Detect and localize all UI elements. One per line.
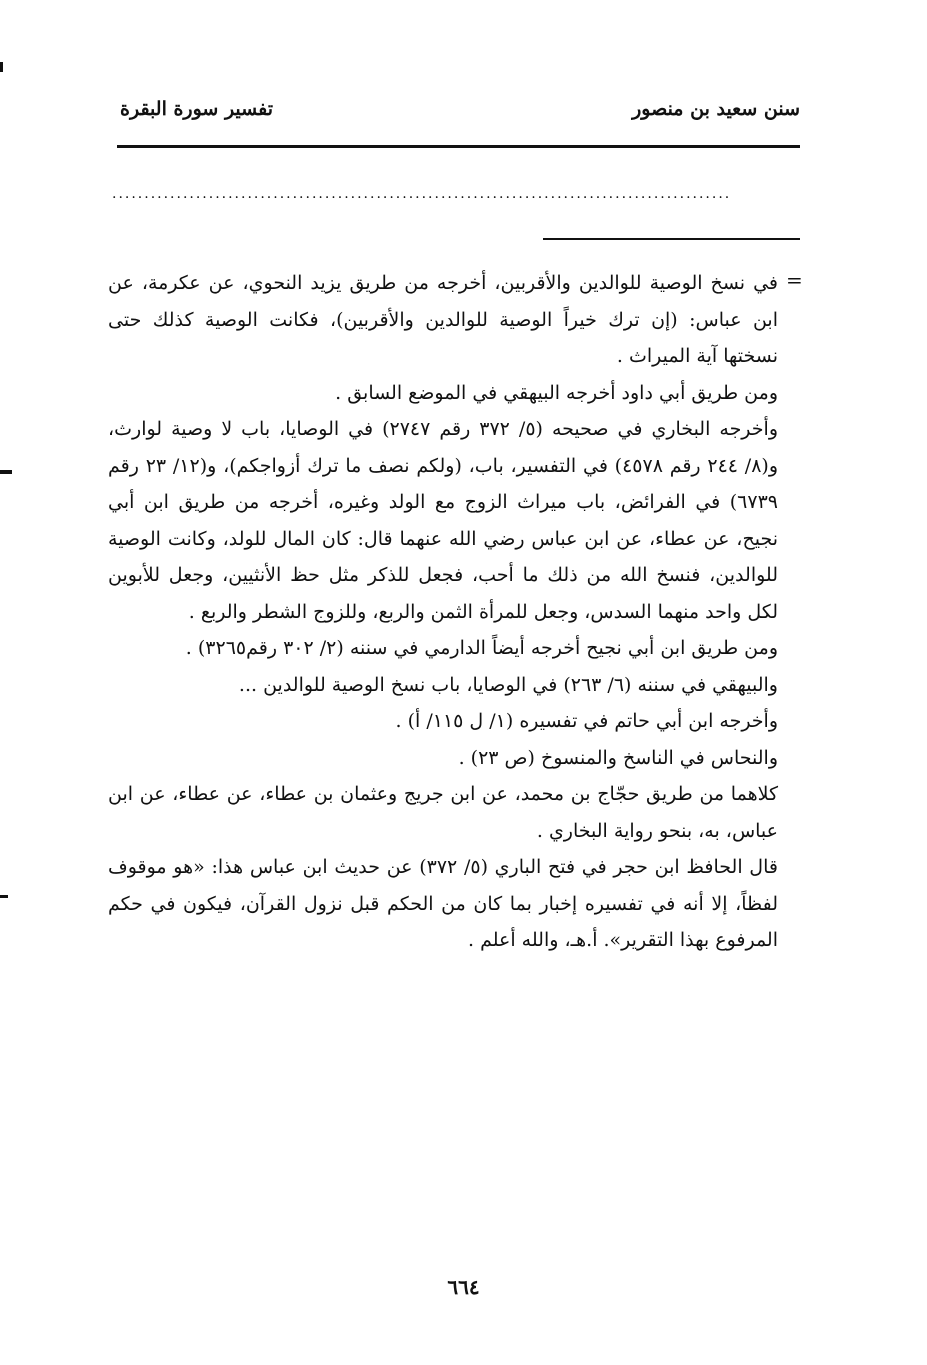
page-number: ٦٦٤: [447, 1275, 480, 1299]
footnote-paragraph: والبيهقي في سننه (٦/ ٢٦٣) في الوصايا، باب نسخ الوصية للوالدين ...: [238, 673, 778, 696]
footnote-paragraph: وأخرجه البخاري في صحيحه (٥/ ٣٧٢ رقم ٢٧٤٧) في الوصايا، باب لا وصية لوارث، و(٨/ ٢٤٤ رقم ٤٥٧٨) في التفسير، باب، (ولكم نصف ما ترك أزواجكم)، و(١٢/ ٢٣ رقم ٦٧٣٩) في الفرائض، باب ميراث الزوج مع الولد وغيره، أخرجه من طريق ابن أبي نجيح، عن عطاء، عن ابن عباس رضي الله عنهما قال: كان المال للولد، وكانت الوصية للوالدين، فنسخ الله من ذلك ما أحب، فجعل للذكر مثل حظ الأنثيين، وجعل للأبوين لكل واحد منهما السدس، وجعل للمرأة الثمن والربع، وللزوج الشطر والربع .: [108, 418, 778, 623]
section-title: تفسير سورة البقرة: [120, 98, 274, 120]
running-header: [110, 98, 800, 138]
dotted-separator: ................................................................................................: [112, 186, 732, 202]
footnote-rule: [543, 238, 800, 240]
footnote-paragraph: ومن طريق ابن أبي نجيح أخرجه أيضاً الدارمي في سننه (٢/ ٣٠٢ رقم٣٢٦٥) .: [185, 637, 778, 659]
book-title: سنن سعيد بن منصور: [632, 98, 800, 120]
footnote-paragraph: والنحاس في الناسخ والمنسوخ (ص ٢٣) .: [458, 746, 778, 769]
footnote-paragraph: في نسخ الوصية للوالدين والأقربين، أخرجه من طريق يزيد النحوي، عن عكرمة، عن ابن عباس: (إن ترك خيراً الوصية للوالدين والأقربين)، فكانت الوصية كذلك حتى نسختها آية الميراث .: [108, 272, 778, 367]
footnote-paragraph: قال الحافظ ابن حجر في فتح الباري (٥/ ٣٧٢) عن حديث ابن عباس هذا: «هو موقوف لفظاً، إلا أنه في تفسيره إخبار بما كان من الحكم قبل نزول القرآن، فيكون في حكم المرفوع بهذا التقرير». أ.هـ، والله أعلم .: [108, 856, 778, 951]
scan-artifact: [0, 470, 12, 474]
scan-artifact: [0, 895, 8, 898]
footnote-paragraph: وأخرجه ابن أبي حاتم في تفسيره (١/ ل ١١٥/ أ) .: [395, 710, 778, 732]
footnote-text: [108, 265, 778, 959]
continuation-mark: =: [786, 268, 803, 292]
header-rule: [117, 145, 800, 148]
footnote-paragraph: كلاهما من طريق حجّاج بن محمد، عن ابن جريج وعثمان بن عطاء، عن عطاء، عن ابن عباس، به، بنحو رواية البخاري .: [108, 783, 778, 842]
footnote-paragraph: ومن طريق أبي داود أخرجه البيهقي في الموضع السابق .: [335, 381, 778, 404]
scan-artifact: [0, 62, 3, 72]
